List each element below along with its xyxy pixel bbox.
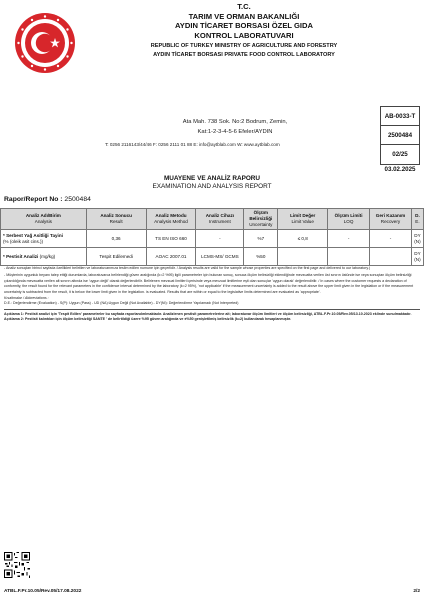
note-abbreviations: D.E.: Değerlendirme (Evaluation) - S(P): Uygun (Pass) - UD (NA):Uygun Değil (Not Available) - DY(NI): Değerlendirme Yapılamadı (Not Interpreted) [4, 301, 239, 306]
table-row [1, 248, 424, 266]
cell-evaluation: DY (N) [411, 230, 423, 248]
form-code: AB-0033-T [381, 107, 419, 126]
cell-instrument: LCMS-MS/ GCMS [196, 248, 244, 266]
header-line-lab-en: AYDIN TİCARET BORSASI PRIVATE FOOD CONTROL LABORATORY [153, 52, 335, 59]
cell-method: AOAC 2007.01 [146, 248, 196, 266]
address-line-2: Kat:1-2-3-4-5-6 Efeler/AYDIN [197, 128, 273, 135]
ministry-logo [14, 12, 76, 74]
cell-limit [278, 248, 328, 266]
table-row [1, 230, 424, 248]
report-title-tr: MUAYENE VE ANALİZ RAPORU [163, 175, 261, 182]
header-analysis: Analiz Adı/Birim Analysis [1, 209, 87, 230]
cell-method: TS EN ISO 660 [146, 230, 196, 248]
document-code-box [380, 106, 420, 165]
notes-divider [4, 309, 420, 310]
header-limit: Limit Değer Limit Value [278, 209, 328, 230]
header [80, 2, 408, 60]
cell-result: Tespit Edilemedi [86, 248, 146, 266]
header-method: Analiz Metodu Analysis Method [146, 209, 196, 230]
report-no-value: 2500484 [64, 196, 91, 203]
page-code: 02/25 [392, 151, 408, 158]
cell-uncertainty: %50 [244, 248, 278, 266]
note-validity: - Analiz sonuçları birinci sayfada özellikleri belirtilen ve laboratuvarımıza teslim edilen numune için geçerlidir. / Analysis results are valid for the sample whose properties are specified on the first page and delivered to our laboratory.) [4, 266, 371, 270]
cell-loq: - [328, 230, 370, 248]
header-line-lab: KONTROL LABORATUVARI [194, 30, 294, 40]
cell-result: 0,36 [86, 230, 146, 248]
note-abbreviations-title: Kısaltmalar / Abbreviations : [4, 296, 49, 301]
address-line-1: Ata Mah. 738 Sok. No:2 Bodrum, Zemin, [182, 119, 288, 125]
header-loq: Ölçüm Limiti LOQ [328, 209, 370, 230]
cell-uncertainty: %7 [244, 230, 278, 248]
report-number-code: 2500484 [381, 126, 419, 145]
contact-line: T: 0256 2116143/44/46 F: 0256 2111 01 88 E: info@aytblab.com W: www.aytblab.com [105, 142, 280, 147]
cell-analysis: * Serbest Yağ Asitliği Tayini (% (oleik asit cins.)) [1, 230, 87, 248]
header-uncertainty: Ölçüm Belirsizliği Uncertainty [244, 209, 278, 230]
header-recovery: Geri Kazanım Recovery [370, 209, 412, 230]
header-line-ministry-en: REPUBLIC OF TURKEY MINISTRY OF AGRICULTURE AND FORESTRY [150, 43, 338, 50]
footer-form-code: ATBL.F.Pr.10.05/Rev.05/17.08.2022 [4, 589, 82, 594]
note-conformity: - Müşterinin uygunluk beyanı talep ettiği durumlarda, laboratuvarca belirlendiği güven aralığında (k=2 %95) ilgili parametreler için bulunan sonuç, sonuca ölçüm belirsizliği eklendiğinde mevzuatta verilen üst sınırın üstünde ise veya sonuçtan ölçüm belirsizliği çıkarıldığında mevzuatta verilen alt sınırın altında ise 'uygun değil' olarak değerlendirilir. Belirlenen mevzuat limitleri içerisinde veya mevzuat limitlerine eşit olan sonuçlar 'uygun olarak' değerlendirilir. / In cases where the customer requests a declaration of conformity, the result found for the relevant parameters in the confidence interval determined by the laboratory (k=2 95%), 'not applicable' if the measurement uncertainty is added to the result above the upper limit given in the legislation or if the measurement uncertainty is subtracted from the result, it is below the lower limit given in the legislation. is evaluated. Results that are within or equal to the legislative limits determined are evaluated as 'appropriate'. [4, 273, 414, 294]
report-title [0, 175, 424, 191]
report-date: 03.02.2025 [384, 166, 416, 173]
cell-instrument: - [196, 230, 244, 248]
note-explanations: Açıklama 1: Pestisit analizi için 'Tespit Edilen' parametreler bu sayfada raporlandırılmaktadır. Analizlenen pestisit parametrelerine ait; laboratuvar ölçüm limitleri ve ölçüm belirsizliği, ATBL.F.Pr.10.05/Rev.05/13.10.2023 eklinde sunulmaktadır. Açıklama 2: Pestisit kalıntıları için ölçüm belirsizliği SANTE ' de belirtildiği üzere %95 güven aralığında ve ±%50 genişletilmiş belirsizlik (k=2) kullanılarak hesaplanmıştır. [4, 311, 412, 322]
results-table [0, 208, 424, 266]
report-title-en: EXAMINATION AND ANALYSIS REPORT [152, 183, 272, 190]
cell-analysis: * Pestisit Analizi (mg/kg) [1, 248, 87, 266]
cell-recovery: - [370, 230, 412, 248]
footer-page-number: 2/2 [413, 589, 420, 594]
cell-evaluation: DY (N) [411, 248, 423, 266]
header-line-ministry: TARIM VE ORMAN BAKANLIĞI [188, 11, 300, 21]
report-no-label: Rapor/Report No : [4, 196, 63, 203]
notes-section [4, 266, 420, 323]
header-result: Analiz Sonucu Result [86, 209, 146, 230]
cell-loq [328, 248, 370, 266]
header-line-tc: T.C. [237, 2, 251, 11]
cell-limit: ≤ 0,8 [278, 230, 328, 248]
cell-recovery [370, 248, 412, 266]
header-evaluation: D. E. [411, 209, 423, 230]
report-no [4, 196, 91, 203]
header-line-borsa: AYDIN TİCARET BORSASI ÖZEL GIDA [175, 21, 313, 31]
table-header-row [1, 209, 424, 230]
address-block [150, 118, 320, 137]
header-instrument: Analiz Cihazı Instrument [196, 209, 244, 230]
qr-code [4, 552, 30, 578]
